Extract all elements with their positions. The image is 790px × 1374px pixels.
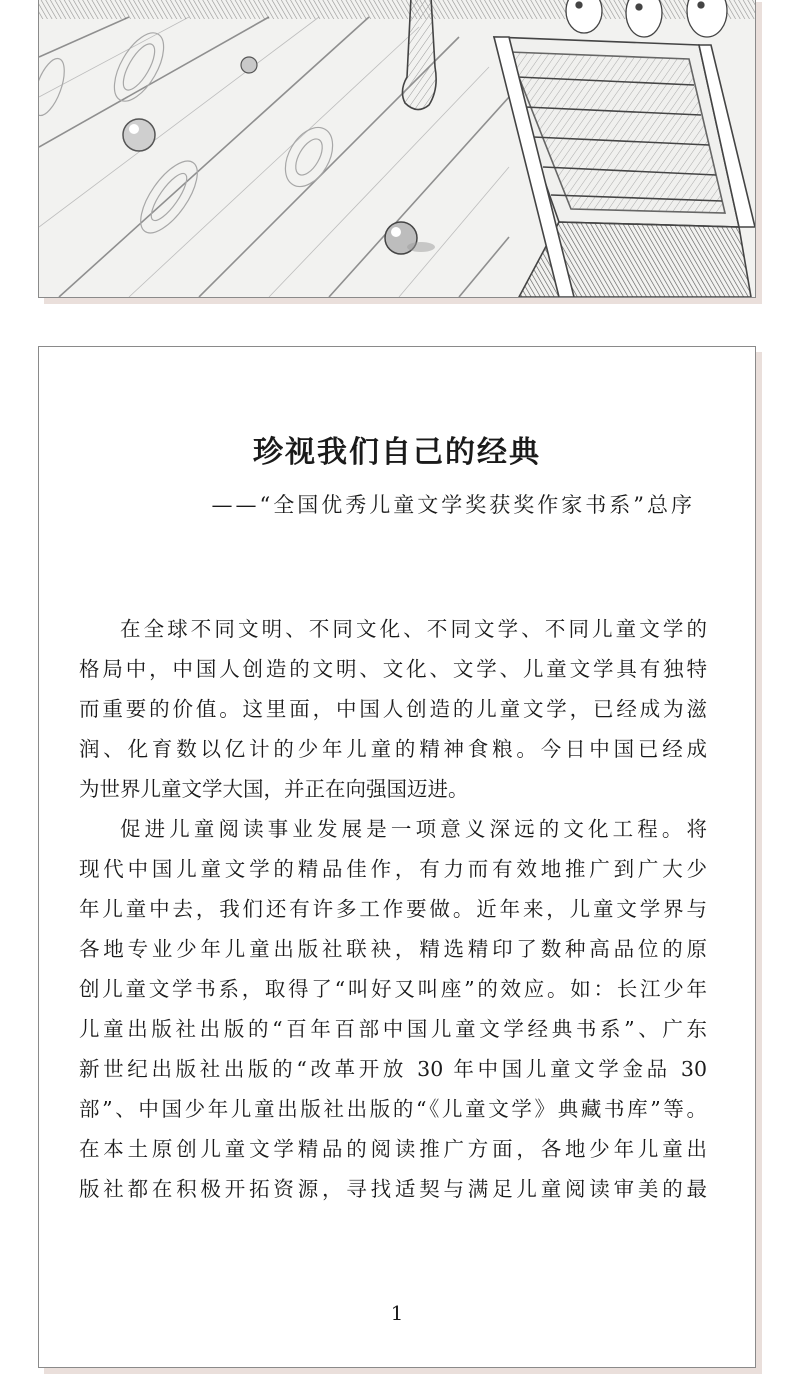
text-line: 格局中，中国人创造的文明、文化、文学、儿童文学具有独特 [79, 657, 707, 681]
text-line: 润、化育数以亿计的少年儿童的精神食粮。今日中国已经成 [79, 737, 707, 761]
book-page [38, 346, 756, 1368]
text-line: 各地专业少年儿童出版社联袂，精选精印了数种高品位的原 [79, 937, 707, 961]
sketch-illustration [39, 0, 755, 297]
text-line: 促进儿童阅读事业发展是一项意义深远的文化工程。将 [120, 817, 707, 841]
text-line: 年儿童中去，我们还有许多工作要做。近年来，儿童文学界与 [79, 897, 707, 921]
body-text [79, 609, 707, 1209]
page-subtitle: ——“全国优秀儿童文学奖获奖作家书系”总序 [211, 493, 695, 517]
text-line: 创儿童文学书系，取得了“叫好又叫座”的效应。如：长江少年 [79, 977, 707, 1001]
text-line: 在全球不同文明、不同文化、不同文学、不同儿童文学的 [120, 617, 707, 641]
text-line: 部”、中国少年儿童出版社出版的“《儿童文学》典藏书库”等。 [79, 1097, 707, 1121]
page-title: 珍视我们自己的经典 [253, 435, 541, 470]
text-line: 而重要的价值。这里面，中国人创造的儿童文学，已经成为滋 [79, 697, 707, 721]
text-line: 儿童出版社出版的“百年百部中国儿童文学经典书系”、广东 [79, 1017, 707, 1041]
text-line: 在本土原创儿童文学精品的阅读推广方面，各地少年儿童出 [79, 1137, 707, 1161]
text-line: 现代中国儿童文学的精品佳作，有力而有效地推广到广大少 [79, 857, 707, 881]
text-line: 为世界儿童文学大国，并正在向强国迈进。 [79, 777, 469, 801]
page-number: 1 [390, 1301, 404, 1325]
text-line: 版社都在积极开拓资源，寻找适契与满足儿童阅读审美的最 [79, 1177, 707, 1201]
text-line: 新世纪出版社出版的“改革开放 30 年中国儿童文学金品 30 [79, 1057, 707, 1081]
illustration-panel [38, 0, 756, 298]
